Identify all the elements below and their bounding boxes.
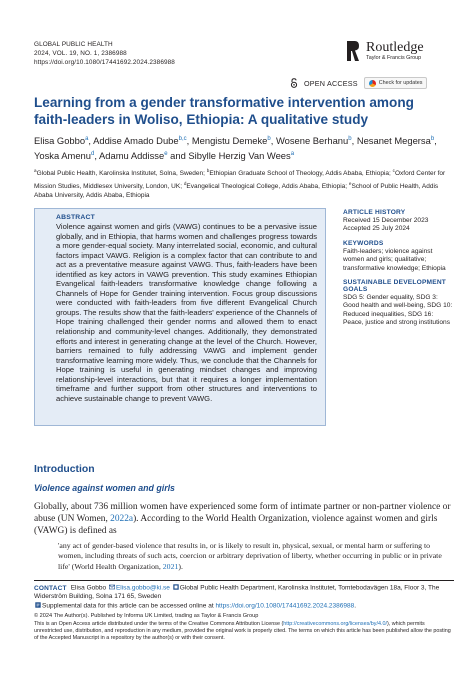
journal-name: GLOBAL PUBLIC HEALTH: [34, 41, 113, 48]
citation-link[interactable]: 2021: [162, 561, 179, 571]
check-updates-button[interactable]: [364, 77, 428, 89]
author[interactable]: Wosene Berhanu$^b$: [275, 135, 352, 147]
journal-issue: 2024, VOL. 19, NO. 1, 2386988: [34, 50, 127, 58]
footer: CONTACT Elisa Gobbo Elisa.gobbo@ki.se Global Public Health Department, Karolinska Institutet, Tomtebodavägen 18a, Floor 3, The Widerström Building, Solna 171 65, Sweden Supplemental data for this article can be accessed online at https://doi.org/10.1080/17441692.2024.2386988. © 2024 The Author(s). Published by Informa UK Limited, trading as Taylor & Francis Group This is an Open Access article distributed under the terms of the Creative Commons Attribution License (http://creativecommons.org/licenses/by/4.0/), which permits unrestricted use, distribution, and reproduction in any medium, provided the original work is properly cited. The terms on which this article has been published allow the posting of the Accepted Manuscript in a repository by the author(s) or with their consent.: [34, 584, 454, 642]
open-access-row: [290, 77, 427, 89]
citation-link[interactable]: 2022a: [110, 514, 134, 525]
abstract-text: Violence against women and girls (VAWG) continues to be a pervasive issue globally, and in Ethiopia, that harms women and challenges progress towards a more gender-equal society. Many interrelated social, economic, and cultural factors impact VAWG. Religion is a complex factor that can contribute to and act as a preventative measure against VAWG. Thus, faith-leaders have been identified as key actors in VAWG prevention. This study examines Ethiopian Evangelical faith-leaders transformative knowledge change following a Channels of Hope for Gender training intervention. Focus group discussions were conducted with faith-leaders from five different Evangelical Church groups. The results show that the faith-leaders' experience of the Channels of Hope training challenged their gender norms and allowed them to enact relationship and community-level changes. Additionally, they demonstrated efforts and interest in generating change at the level of the Church. However, barriers remained to fully addressing VAWG and implement gender transformative learning more widely. Thus, we conclude that the Channels for Hope training is useful in generating mindset changes and improving relationship-level interactions, but that it requires a longer implementation timeframe and further support from other structures and interventions to achieve sustainable change to prevent VAWG.: [56, 222, 317, 403]
open-lock-icon: [290, 78, 298, 88]
contact-email-link[interactable]: Elisa.gobbo@ki.se: [115, 584, 170, 592]
publisher-name: Routledge: [366, 40, 424, 55]
routledge-logo-icon: [345, 40, 361, 62]
accepted-date: Accepted 25 July 2024: [343, 225, 410, 233]
body-paragraph: Globally, about 736 million women have experienced some form of intimate partner or non-partner violence or abuse (UN Women, 2022a). According to the World Health Organization, violence against women and girls (VAWG) is defined as: [34, 502, 451, 537]
contact-label: CONTACT: [34, 584, 67, 592]
author-list: Elisa Gobbo$^a$, Addise Amado Dube$^{b,c}$, Mengistu Demeke$^b$, Wosene Berhanu$^b$, Nesanet Megersa$^b$, Yoska Amenu$^d$, Adamu Addisse$^e$ and Sibylle Herzig Van Wees$^a$: [34, 135, 437, 161]
copyright-line: © 2024 The Author(s). Published by Informa UK Limited, trading as Taylor & Francis Group: [34, 613, 259, 620]
affiliations: $^a$Global Public Health, Karolinska Institutet, Solna, Sweden; $^b$Ethiopian Graduate School of Theology, Addis Ababa, Ethiopia; $^c$Oxford Center for Mission Studies, Middlesex University, London, UK; $^d$Evangelical Theological College, Addis Ababa, Ethiopia; $^e$School of Public Health, Addis Ababa University, Addis Ababa, Ethiopia: [34, 168, 446, 200]
check-updates-label: Check for updates: [378, 80, 423, 86]
license-link[interactable]: http://creativecommons.org/licenses/by/4.0/: [283, 620, 387, 627]
keywords-text: Faith-leaders; violence against women and girls; qualitative; transformative knowledge; Ethiopia: [343, 247, 446, 272]
received-date: Received 15 December 2023: [343, 217, 429, 224]
author[interactable]: Elisa Gobbo$^a$: [34, 135, 89, 147]
sdg-heading: SUSTAINABLE DEVELOPMENT GOALS: [343, 279, 447, 294]
license-text: This is an Open Access article distributed under the terms of the Creative Commons Attribution License (http://creativecommons.org/licenses/by/4.0/), which permits unrestricted use, distribution, and reproduction in any medium, provided the original work is properly cited. The terms on which this article has been published allow the posting of the Accepted Manuscript in a repository by the author(s) or with their consent.: [34, 620, 451, 641]
contact-name: Elisa Gobbo: [70, 584, 107, 592]
abstract-box: [34, 208, 326, 426]
publisher-logo: [345, 40, 424, 62]
section-heading-introduction: Introduction: [34, 464, 95, 475]
author[interactable]: Addise Amado Dube$^{b,c}$: [93, 135, 187, 147]
author[interactable]: Sibylle Herzig Van Wees$^a$: [188, 149, 295, 161]
block-quote: 'any act of gender-based violence that results in, or is likely to result in, physical, sexual, or mental harm or suffering to women, including threats of such acts, coercion or arbitrary deprivation of liberty, whether occurring in public or in private life' (World Health Organization, 2021).: [58, 541, 442, 571]
sdg-text: SDG 5: Gender equality, SDG 3: Good health and well-being, SDG 10: Reduced inequalities, SDG 16: Peace, justice and strong institutions: [343, 294, 453, 327]
address-icon: [173, 584, 179, 590]
journal-doi[interactable]: https://doi.org/10.1080/17441692.2024.2386988: [34, 59, 175, 67]
abstract-heading: ABSTRACT: [56, 214, 95, 221]
publisher-sub: Taylor & Francis Group: [366, 55, 422, 61]
author[interactable]: Mengistu Demeke$^b$: [191, 135, 271, 147]
author[interactable]: Nesanet Megersa$^b$: [356, 135, 435, 147]
supplemental-link[interactable]: https://doi.org/10.1080/17441692.2024.2386988: [215, 602, 355, 610]
supplemental-data-icon: [35, 602, 41, 608]
keywords-heading: KEYWORDS: [343, 239, 384, 247]
article-history-heading: ARTICLE HISTORY: [343, 209, 406, 216]
check-updates-icon: [369, 80, 376, 87]
footer-divider: [34, 580, 454, 581]
article-title: Learning from a gender transformative intervention among faith-leaders in Woliso, Ethiopia: A qualitative study: [34, 95, 414, 127]
journal-meta: [34, 40, 175, 68]
contact-address: Global Public Health Department, Karolinska Institutet, Tomtebodavägen 18a, Floor 3, The Widerström Building, Solna 171 65, Sweden: [34, 584, 440, 601]
open-access-label: OPEN ACCESS: [304, 78, 358, 88]
author[interactable]: Adamu Addisse$^e$: [99, 149, 168, 161]
author[interactable]: Yoska Amenu$^d$: [34, 149, 95, 161]
article-sidebar: [343, 209, 453, 334]
supplemental-text: Supplemental data for this article can be accessed online at: [42, 602, 216, 610]
subsection-heading: Violence against women and girls: [34, 483, 175, 493]
email-icon: [109, 584, 115, 590]
